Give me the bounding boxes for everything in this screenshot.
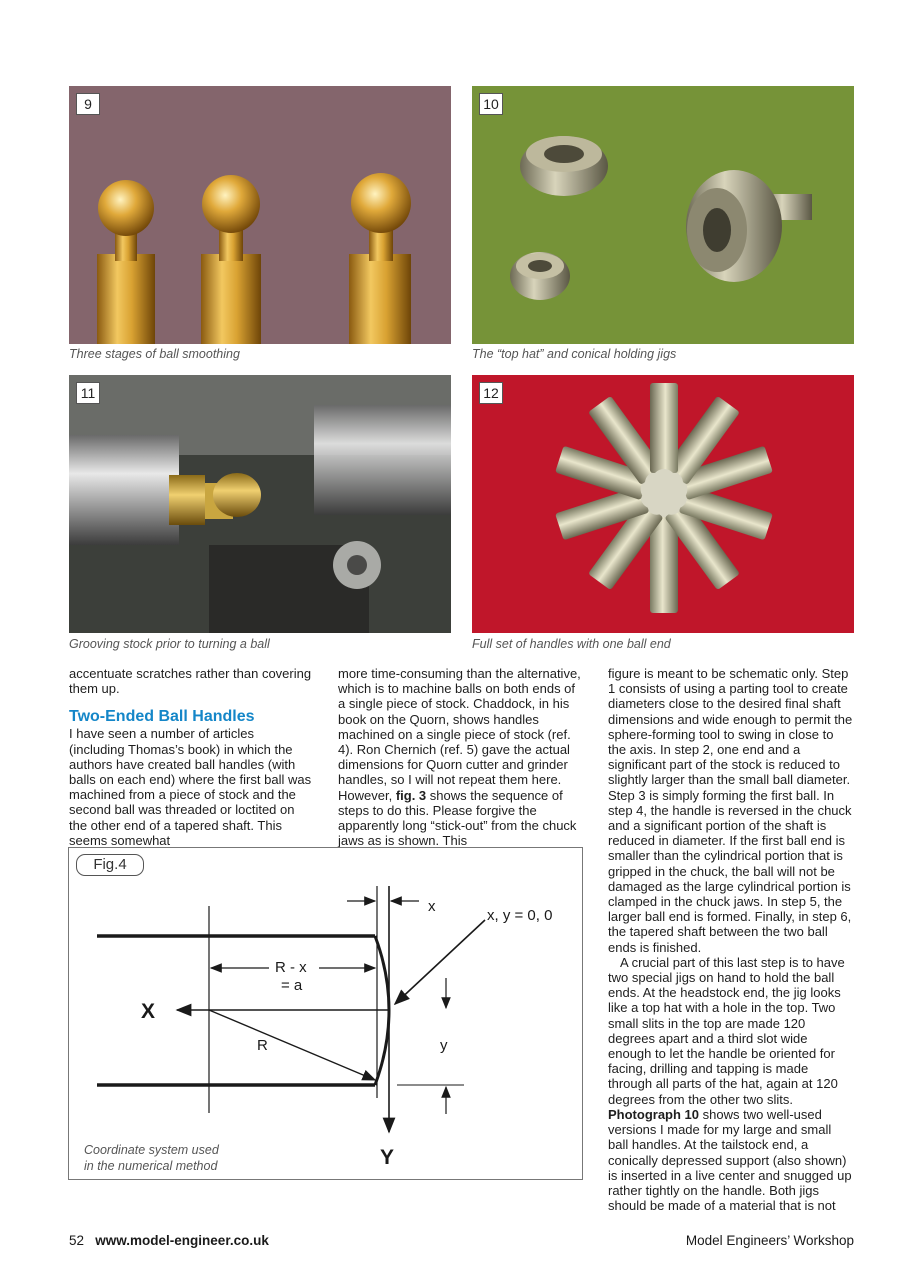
- photo-number: 12: [479, 382, 503, 404]
- photo-10-image: [472, 86, 854, 344]
- photo-9-caption: Three stages of ball smoothing: [69, 347, 240, 361]
- origin-label: x, y = 0, 0: [487, 907, 553, 924]
- photo-11: [69, 375, 451, 633]
- footer-left: [69, 1233, 269, 1248]
- photo-9-image: [69, 86, 451, 344]
- a-label: = a: [281, 977, 303, 994]
- y-axis-label: Y: [380, 1146, 395, 1169]
- paragraph: accentuate scratches rather than covering them up.: [69, 666, 312, 697]
- origin-pointer-arrow: [395, 920, 485, 1004]
- figure-reference: fig. 3: [395, 787, 427, 803]
- figure-4: [68, 847, 583, 1180]
- text-run: A crucial part of this last step is to have two special jigs on hand to hold the ball ends. At the headstock end, the jig looks like a top hat with a hole in the top. Two small slits in the top are made 120 degrees apart and a third slot wide enough to let the handle be oriented for facing, drilling and tapping is made through all parts of the hat, again at 120 degrees from the other two slits.: [608, 954, 845, 1107]
- photo-number: 9: [76, 93, 100, 115]
- paragraph: [338, 666, 583, 848]
- text-run: shows the sequence of steps to do this. Please forgive the apparently long “stick-out” from the chuck jaws as is shown. This: [338, 787, 577, 849]
- photo-number: 11: [76, 382, 100, 404]
- photo-number: 10: [479, 93, 503, 115]
- paragraph: [608, 955, 854, 1213]
- photograph-reference: Photograph 10: [608, 1106, 700, 1122]
- photo-12: [472, 375, 854, 633]
- photo-11-image: [69, 375, 451, 633]
- photo-9: [69, 86, 451, 344]
- photo-11-caption: Grooving stock prior to turning a ball: [69, 637, 270, 651]
- article-column-3: [608, 666, 854, 1213]
- magazine-title: Model Engineers’ Workshop: [685, 1233, 854, 1248]
- website-link[interactable]: www.model-engineer.co.uk: [95, 1233, 269, 1248]
- text-run: shows two well-used versions I made for my large and small ball handles. At the tailstock end, a conically depressed support (also shown) is inserted in a live center and snugged up rather tightly on the handle. Both jigs should be made of a material that is not: [608, 1106, 852, 1214]
- paragraph: figure is meant to be schematic only. Step 1 consists of using a parting tool to create diameters close to the desired final shaft dimensions and wide enough to permit the sphere-forming tool to swing in close to the axis. In step 2, one end and a significant part of the stock is reduced to slightly larger than the small ball diameter. Step 3 is simply forming the first ball. In step 4, the handle is reversed in the chuck and a significant portion of the shaft is reduced in diameter. If the first ball end is smaller than the cylindrical portion that is gripped in the chuck, the ball will not be damaged as the large cylindrical portion is clamped in the chuck jaws. In step 5, the larger ball end is formed. Finally, in step 6, the tapered shaft between the two ball ends is finished.: [608, 666, 853, 955]
- x-axis-label: X: [141, 1000, 156, 1023]
- r-minus-x-label: R - x: [275, 959, 307, 976]
- caption-line: in the numerical method: [84, 1159, 218, 1173]
- article-column-1: [69, 666, 313, 848]
- caption-line: Coordinate system used: [84, 1143, 219, 1157]
- radius-label: R: [257, 1037, 268, 1054]
- y-offset-label: y: [440, 1037, 448, 1054]
- photo-12-caption: Full set of handles with one ball end: [472, 637, 671, 651]
- photo-10-caption: The “top hat” and conical holding jigs: [472, 347, 677, 361]
- photo-12-image: [472, 375, 854, 633]
- paragraph: I have seen a number of articles (including Thomas’s book) in which the authors have created ball handles (with balls on each end) where the first ball was machined from a piece of stock and the second ball was threaded or loctited on the other end of a tapered shaft. This seems somewhat: [69, 726, 312, 848]
- x-offset-label: x: [428, 898, 436, 915]
- section-heading: Two-Ended Ball Handles: [69, 708, 255, 726]
- figure-4-caption: [84, 1142, 219, 1174]
- radius-arrow: [209, 1010, 375, 1080]
- photo-10: [472, 86, 854, 344]
- article-column-2: [338, 666, 583, 848]
- figure-label: Fig.4: [76, 854, 144, 876]
- page-number: 52: [69, 1233, 85, 1248]
- figure-4-diagram: [69, 848, 584, 1181]
- text-run: more time-consuming than the alternative, which is to machine balls on both ends of a single piece of stock. Chaddock, in his book on the Quorn, shows handles machined on a single piece of stock (ref. 4). Ron Chernich (ref. 5) gave the actual dimensions for Quorn cutter and grinder handles, so I will not repeat them here. However,: [338, 666, 581, 803]
